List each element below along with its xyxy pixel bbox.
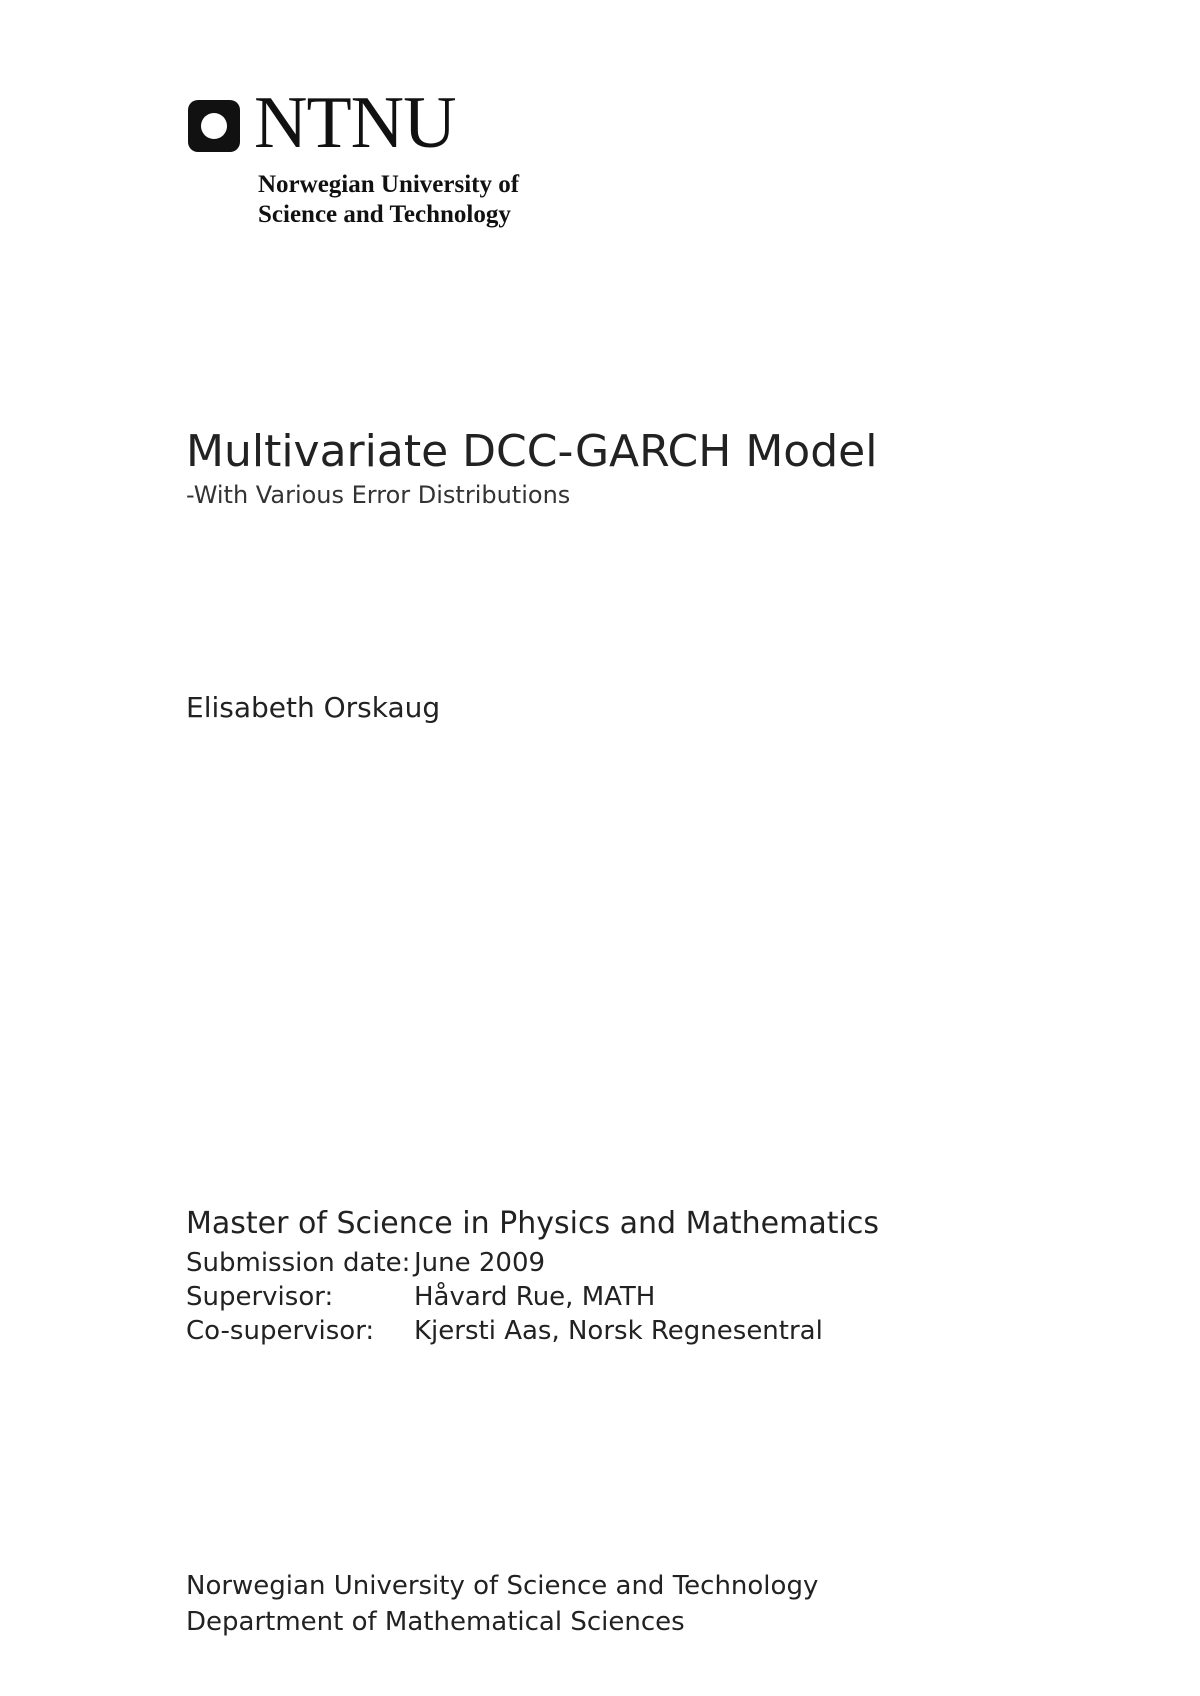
degree-title: Master of Science in Physics and Mathematics [186,1206,879,1241]
logo-subtitle [258,170,519,230]
details-value: June 2009 [414,1248,546,1278]
details-row-submission [186,1246,823,1280]
footer-department: Department of Mathematical Sciences [186,1607,685,1637]
degree-block [186,1204,879,1348]
details-label: Supervisor: [186,1282,334,1312]
footer-university: Norwegian University of Science and Technology [186,1571,819,1601]
ntnu-logo-icon [188,100,240,152]
details-row-supervisor [186,1280,823,1314]
details-row-cosupervisor [186,1314,823,1348]
details-label: Submission date: [186,1248,411,1278]
details-value: Håvard Rue, MATH [414,1282,656,1312]
thesis-title: Multivariate DCC-GARCH Model [186,426,878,477]
details-value: Kjersti Aas, Norsk Regnesentral [414,1316,823,1346]
details-label: Co-supervisor: [186,1316,375,1346]
footer [186,1568,818,1640]
logo-subtitle-line1: Norwegian University of [258,171,520,198]
logo-wordmark: NTNU [254,82,456,164]
title-block [186,424,877,510]
author-name: Elisabeth Orskaug [186,691,441,724]
logo-subtitle-line2: Science and Technology [258,201,511,228]
details-table [186,1246,823,1348]
thesis-subtitle: -With Various Error Distributions [186,481,571,509]
